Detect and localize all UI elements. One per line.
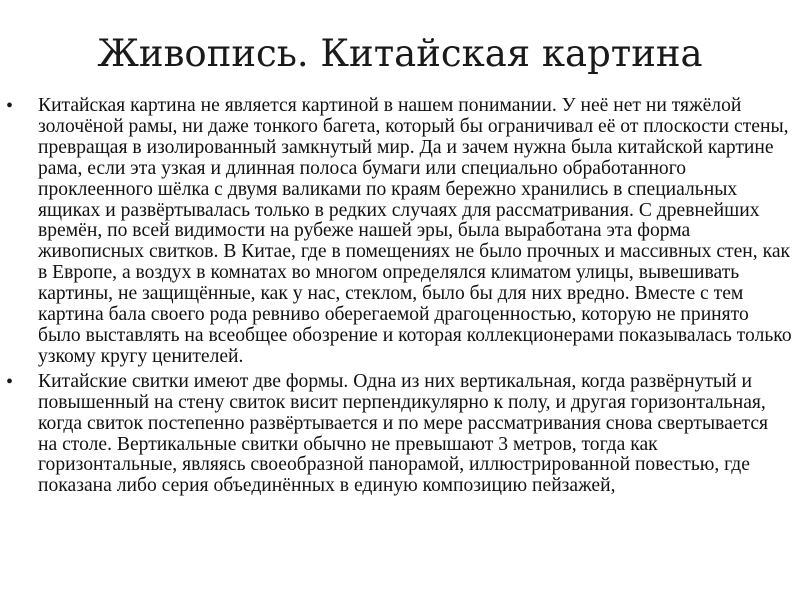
bullet-item-2 xyxy=(0,372,800,497)
bullet-text-1: Китайская картина не является картиной в нашем понимании. У неё нет ни тяжёлой золочёной рамы, ни даже тонкого багета, который бы ограничивал её от плоскости стены, превращая в изолированный замкнутый мир. Да и зачем нужна была китайской картине рама, если эта узкая и длинная полоса бумаги или специально обработанного проклеенного шёлка с двумя валиками по краям бережно хранились в специальных ящиках и развёртывалась только в редких случаях для рассматривания. С древнейших времён, по всей видимости на рубеже нашей эры, была выработана эта форма живописных свитков. В Китае, где в помещениях не было прочных и массивных стен, как в Европе, а воздух в комнатах во многом определялся климатом улицы, вывешивать картины, не защищённые, как у нас, стеклом, было бы для них вредно. Вместе с тем картина бала своего рода ревниво оберегаемой драгоценностью, которую не принято было выставлять на всеобщее обозрение и которая коллекционерами показывалась только узкому кругу ценителей. xyxy=(38,95,792,367)
slide-title: Живопись. Китайская картина xyxy=(97,32,703,75)
bullet-list xyxy=(0,96,800,501)
bullet-text-2: Китайские свитки имеют две формы. Одна из них вертикальная, когда развёрнутый и повышенный на стену свиток висит перпендикулярно к полу, и другая горизонтальная, когда свиток постепенно развёртывается и по мере рассматривания снова свертывается на столе. Вертикальные свитки обычно не превышают 3 метров, тогда как горизонтальные, являясь своеобразной панорамой, иллюстрированной повестью, где показана либо серия объединённых в единую композицию пейзажей, xyxy=(38,370,769,497)
bullet-item-1 xyxy=(0,96,800,368)
bullet-marker: • xyxy=(6,370,14,393)
bullet-marker: • xyxy=(6,95,14,117)
